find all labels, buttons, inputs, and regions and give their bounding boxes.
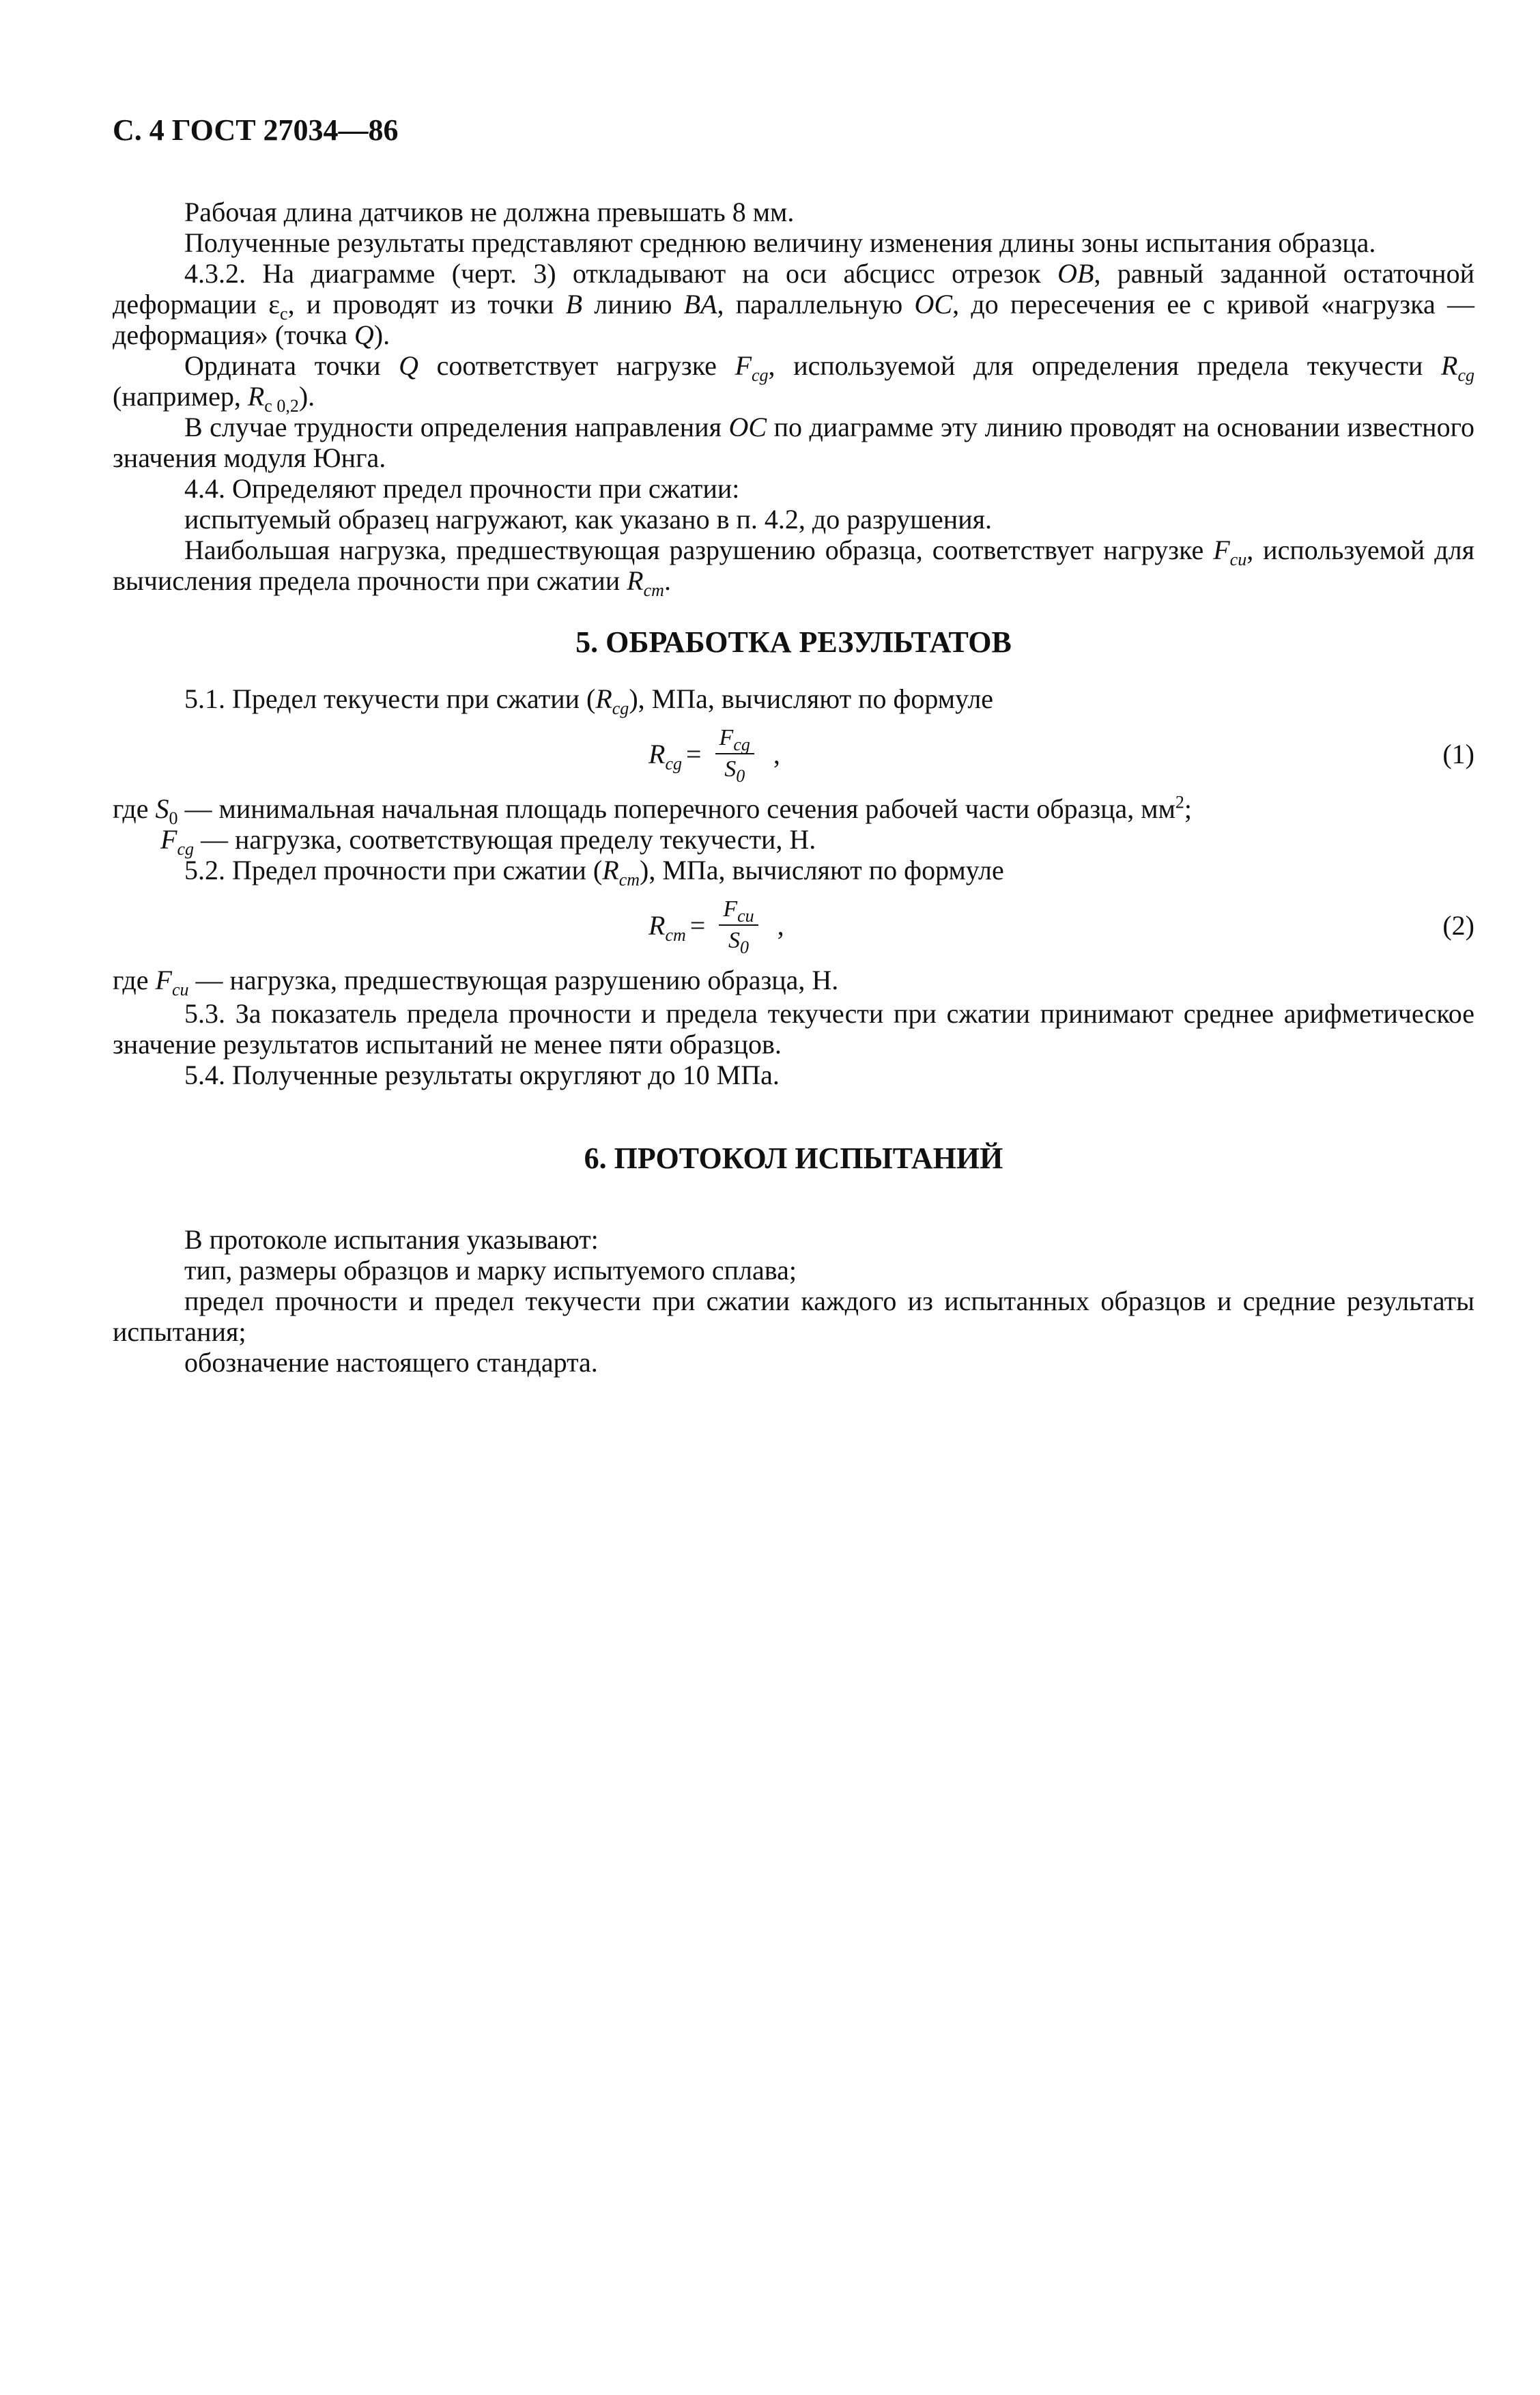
- denominator: $S_0$: [728, 928, 749, 957]
- paragraph: обозначение настоящего стандарта.: [184, 1347, 598, 1378]
- formula-lhs: $R_{cg}$: [648, 738, 682, 774]
- paragraph: В случае трудности определения направления OC по диаграмме эту линию проводят на основании известного значения модуля Юнга.: [113, 412, 1474, 473]
- equals-sign: =: [689, 909, 706, 941]
- page-content: [113, 197, 1474, 1378]
- paragraph-5-1: 5.1. Предел текучести при сжатии $(R_{cg})$, МПа, вычисляют по формуле: [184, 683, 994, 718]
- paragraph-5-3: 5.3. За показатель предела прочности и предела текучести при сжатии принимают среднее арифметическое значение результатов испытаний не менее пяти образцов.: [113, 998, 1474, 1060]
- formula-number: (2): [1442, 910, 1474, 941]
- formula-lhs: $R_{cm}$: [648, 909, 686, 945]
- formula-number: (1): [1442, 739, 1474, 769]
- fraction: [719, 896, 758, 957]
- fraction: [715, 724, 754, 786]
- denominator: $S_0$: [724, 756, 745, 786]
- numerator: $F_{cu}$: [719, 896, 758, 926]
- paragraph: В протоколе испытания указывают:: [184, 1224, 599, 1255]
- paragraph: Полученные результаты представляют среднюю величину изменения длины зоны испытания образца.: [184, 227, 1376, 258]
- formula-2: $R_{cm}$ = $\frac{F_{cu}}{S_0}$ , (2): [648, 896, 1474, 957]
- section-heading-5: 5. ОБРАБОТКА РЕЗУЛЬТАТОВ: [575, 625, 1012, 659]
- paragraph: тип, размеры образцов и марку испытуемого сплава;: [184, 1255, 797, 1286]
- section-heading-6: 6. ПРОТОКОЛ ИСПЫТАНИЙ: [584, 1142, 1003, 1175]
- paragraph: Рабочая длина датчиков не должна превышать 8 мм.: [184, 197, 795, 227]
- paragraph: Ордината точки Q соответствует нагрузке $F_{cg}$, используемой для определения предела текучести $R_{cg}$ (например, $R_{c 0,2}$).: [113, 350, 1475, 416]
- paragraph: испытуемый образец нагружают, как указано в п. 4.2, до разрушения.: [184, 504, 993, 535]
- paragraph: Наибольшая нагрузка, предшествующая разрушению образца, соответствует нагрузке $F_{cu}$, используемой для вычисления предела прочности при сжатии $R_{cm}$.: [113, 535, 1475, 600]
- paragraph-4-4: 4.4. Определяют предел прочности при сжатии:: [184, 473, 740, 504]
- paragraph-4-3-2: 4.3.2. На диаграмме (черт. 3) откладывают на оси абсцисс отрезок OB, равный заданной остаточной деформации $\varepsilon_c$, и проводят из точки B линию BA, параллельную OC, до пересечения ее с кривой «нагрузка — деформация» (точка Q).: [113, 258, 1475, 350]
- formula-legend: $F_{cg}$ — нагрузка, соответствующая пределу текучести, Н.: [160, 824, 816, 859]
- formula-1: $R_{cg}$ = $\frac{F_{cg}}{S_0}$ , (1): [648, 725, 1474, 786]
- paragraph-5-4: 5.4. Полученные результаты округляют до 10 МПа.: [184, 1060, 780, 1090]
- paragraph-5-2: 5.2. Предел прочности при сжатии $(R_{cm})$, МПа, вычисляют по формуле: [184, 855, 1004, 890]
- formula-legend: где $S_0$ — минимальная начальная площадь поперечного сечения рабочей части образца, $мм^2$;: [113, 792, 1193, 828]
- formula-legend: где $F_{cu}$ — нагрузка, предшествующая разрушению образца, Н.: [113, 965, 839, 1000]
- page-header: С. 4 ГОСТ 27034—86: [113, 113, 399, 147]
- numerator: $F_{cg}$: [715, 724, 754, 754]
- equals-sign: =: [685, 738, 702, 769]
- paragraph: предел прочности и предел текучести при сжатии каждого из испытанных образцов и средние результаты испытания;: [113, 1286, 1474, 1347]
